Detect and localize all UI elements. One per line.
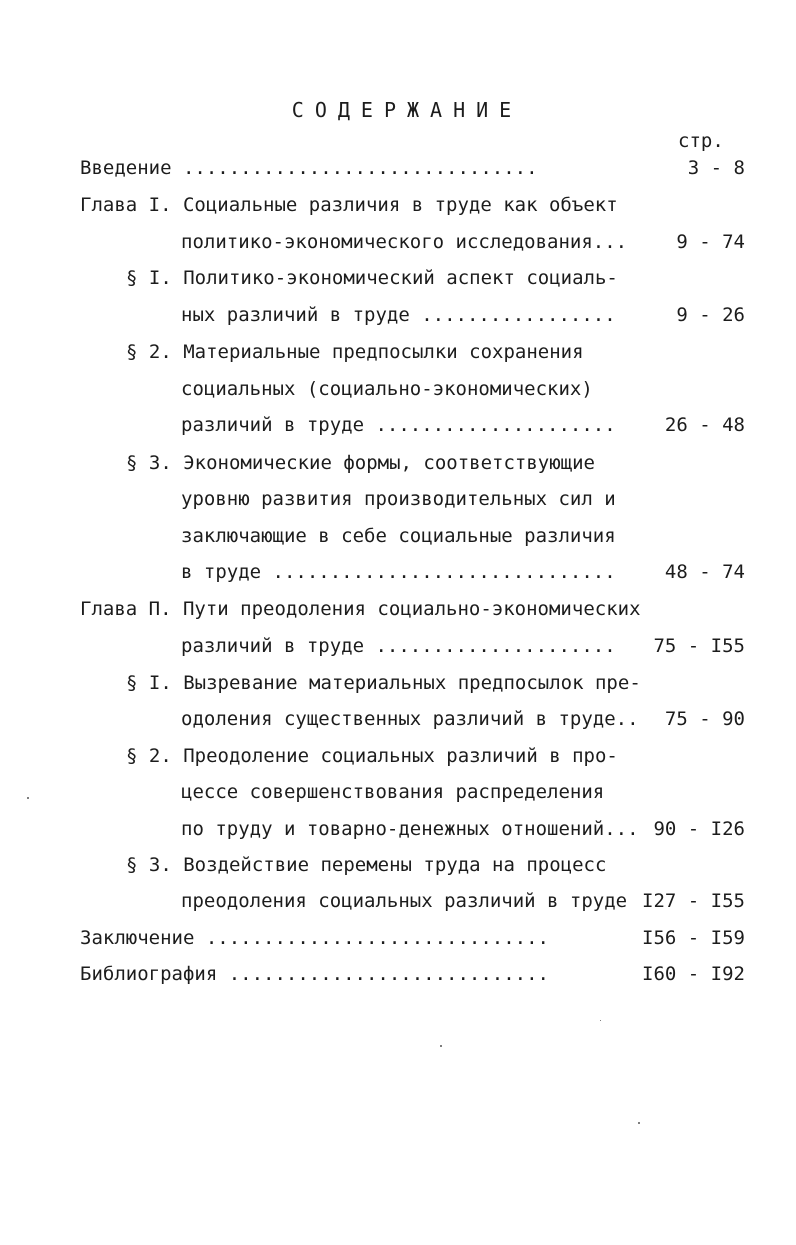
toc-pages-introduction: 3 - 8 [687, 157, 745, 179]
toc-pages-chapter-2: 75 - I55 [653, 635, 745, 657]
toc-entry-ch2-sec1-cont: одоления существенных различий в труде.. [181, 708, 639, 730]
toc-entry-ch1-sec1: § I. Политико-экономический аспект социаль- [126, 267, 618, 289]
toc-pages-ch2-sec3: I27 - I55 [642, 890, 745, 912]
toc-entry-chapter-1: Глава I. Социальные различия в труде как объект [80, 194, 618, 216]
toc-pages-conclusion: I56 - I59 [642, 927, 745, 949]
toc-entry-ch2-sec1: § I. Вызревание материальных предпосылок пре- [126, 672, 641, 694]
toc-pages-ch2-sec1: 75 - 90 [664, 708, 745, 730]
toc-entry-ch1-sec1-cont: ных различий в труде ................. [181, 304, 616, 326]
toc-entry-ch2-sec2: § 2. Преодоление социальных различий в про- [126, 745, 618, 767]
scan-speck [600, 1020, 601, 1021]
toc-entry-ch1-sec2: § 2. Материальные предпосылки сохранения [126, 341, 584, 363]
page-column-label: стр. [678, 130, 724, 152]
scan-speck [638, 1122, 640, 1124]
toc-pages-ch2-sec2: 90 - I26 [653, 818, 745, 840]
scan-speck [440, 1045, 442, 1047]
toc-entry-ch1-sec3: § 3. Экономические формы, соответствующие [126, 452, 595, 474]
toc-pages-ch1-sec1: 9 - 26 [676, 304, 745, 326]
toc-entry-chapter-1-cont: политико-экономического исследования... [181, 231, 628, 253]
toc-pages-ch1-sec3: 48 - 74 [664, 561, 745, 583]
toc-entry-ch1-sec3-cont3: в труде .............................. [181, 561, 616, 583]
toc-entry-bibliography: Библиография ............................ [80, 963, 549, 985]
toc-entry-ch1-sec2-cont1: социальных (социально-экономических) [181, 378, 593, 400]
scan-speck [27, 797, 29, 799]
page-title: СОДЕРЖАНИЕ [291, 98, 523, 122]
toc-pages-bibliography: I60 - I92 [642, 963, 745, 985]
toc-entry-ch1-sec2-cont2: различий в труде ..................... [181, 414, 616, 436]
toc-entry-ch1-sec3-cont2: заключающие в себе социальные различия [181, 525, 616, 547]
toc-pages-ch1-sec2: 26 - 48 [664, 414, 745, 436]
toc-entry-conclusion: Заключение .............................. [80, 927, 549, 949]
toc-pages-chapter-1: 9 - 74 [676, 231, 745, 253]
toc-entry-ch2-sec3: § 3. Воздействие перемены труда на процесс [126, 854, 607, 876]
toc-entry-chapter-2: Глава П. Пути преодоления социально-экономических [80, 598, 641, 620]
toc-entry-chapter-2-cont: различий в труде ..................... [181, 635, 616, 657]
toc-entry-ch2-sec3-cont: преодоления социальных различий в труде [181, 890, 628, 912]
toc-entry-ch2-sec2-cont1: цессе совершенствования распределения [181, 781, 605, 803]
toc-entry-ch2-sec2-cont2: по труду и товарно-денежных отношений... [181, 818, 639, 840]
toc-entry-introduction: Введение ............................... [80, 157, 538, 179]
toc-entry-ch1-sec3-cont1: уровню развития производительных сил и [181, 488, 616, 510]
